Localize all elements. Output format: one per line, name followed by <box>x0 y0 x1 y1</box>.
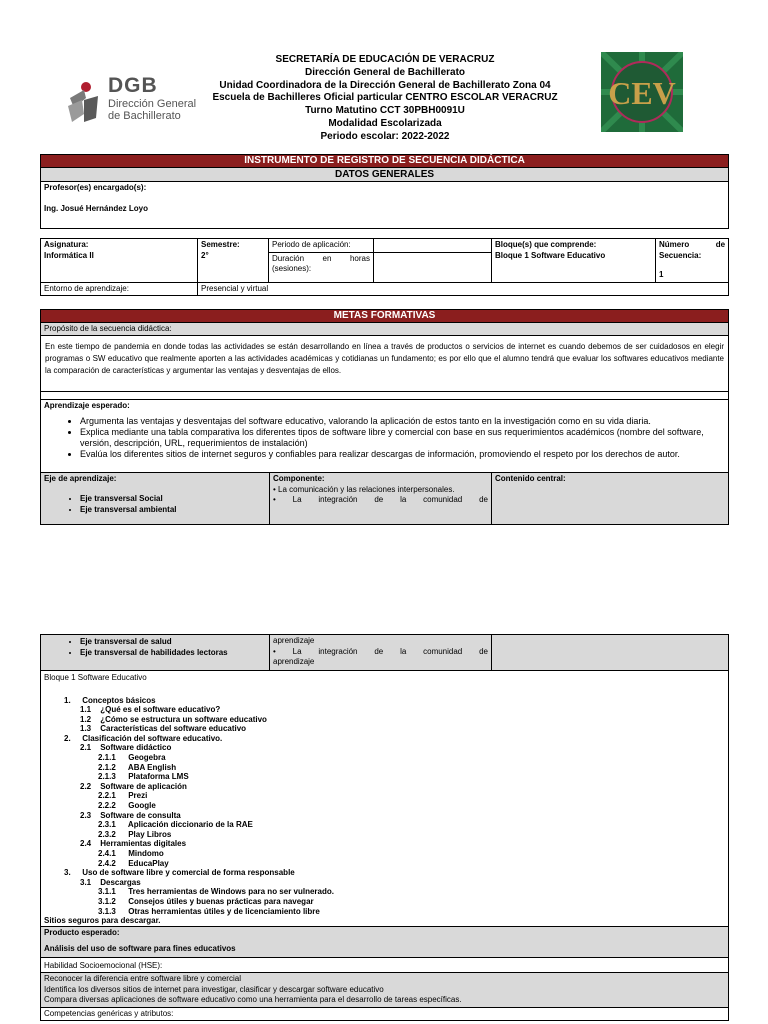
contenido-cell-continued <box>492 635 729 671</box>
continuation-table <box>40 634 729 1021</box>
entorno-value: Presencial y virtual <box>198 282 729 296</box>
toc-item <box>44 724 725 734</box>
heading-line: SECRETARÍA DE EDUCACIÓN DE VERACRUZ <box>275 54 495 65</box>
toc-item <box>44 772 725 782</box>
heading-line: Periodo escolar: 2022-2022 <box>320 130 450 142</box>
periodo-value <box>374 239 492 253</box>
dgb-logo-title: DGB <box>108 74 158 97</box>
contenido-cell <box>492 473 729 525</box>
duracion-value <box>374 252 492 282</box>
bloque-label: Bloque(s) que comprende: <box>495 240 597 249</box>
profesor-label: Profesor(es) encargado(s): <box>44 183 147 192</box>
toc-text: Google <box>126 801 156 811</box>
toc-item <box>44 734 725 744</box>
hse-cell <box>41 973 729 1008</box>
toc-number: 2.1 <box>80 743 92 753</box>
toc-text: Clasificación del software educativo. <box>80 733 223 743</box>
bloque-content-cell <box>41 671 729 927</box>
componente-item: aprendizaje <box>273 636 315 645</box>
toc-number: 2. <box>64 733 71 743</box>
toc-text: ¿Qué es el software educativo? <box>98 705 221 715</box>
contenido-label: Contenido central: <box>495 474 566 483</box>
dgb-logo <box>64 74 204 130</box>
bloque-toc <box>44 696 725 917</box>
institution-heading <box>200 54 570 144</box>
bloque-value: Bloque 1 Software Educativo <box>495 250 606 260</box>
toc-item <box>44 849 725 859</box>
toc-item <box>44 801 725 811</box>
producto-label: Producto esperado: <box>44 927 120 937</box>
toc-number: 2.3 <box>80 810 92 820</box>
componente-label: Componente: <box>273 474 325 483</box>
toc-number: 2.3.2 <box>98 829 116 839</box>
list-item: • Explica mediante una tabla comparativa los diferentes tipos de software libre y comercial con base en sus requerimientos académicos (nombre del software, versión, descripción, URL, requerimientos de instalación) <box>80 427 725 449</box>
general-data-title: DATOS GENERALES <box>41 168 729 182</box>
toc-number: 2.1.3 <box>98 772 116 782</box>
asignatura-cell <box>41 239 198 283</box>
componente-item: • La integración de la comunidad de <box>273 495 488 504</box>
toc-item <box>44 868 725 878</box>
toc-item <box>44 705 725 715</box>
toc-item <box>44 782 725 792</box>
list-item: • Eje transversal de habilidades lectoras <box>80 647 266 658</box>
list-item: • Argumenta las ventajas y desventajas del software educativo, valorando la aplicación de estos tanto en la investigación como en su vida diaria. <box>80 416 725 427</box>
toc-text: Descargas <box>98 877 141 887</box>
asignatura-label: Asignatura: <box>44 240 89 249</box>
toc-text: Tres herramientas de Windows para no ser vulnerado. <box>126 887 334 897</box>
toc-item <box>44 715 725 725</box>
heading-line: Dirección General de Bachillerato <box>304 66 466 78</box>
toc-number: 1. <box>64 695 71 705</box>
toc-number: 3.1.1 <box>98 887 116 897</box>
bloque-title: Bloque 1 Software Educativo <box>44 673 147 682</box>
toc-number: 2.3.1 <box>98 820 116 830</box>
toc-text: Software didáctico <box>98 743 172 753</box>
toc-text: Conceptos básicos <box>80 695 156 705</box>
toc-item <box>44 859 725 869</box>
dgb-logo-line2: de Bachillerato <box>108 110 181 122</box>
periodo-label: Periodo de aplicación: <box>269 239 374 253</box>
profesor-cell <box>41 182 729 229</box>
cev-school-logo-icon <box>601 52 683 132</box>
toc-text: Software de consulta <box>98 810 181 820</box>
toc-text: Mindomo <box>126 849 164 858</box>
aprendizaje-cell <box>41 399 729 473</box>
toc-number: 2.2.2 <box>98 801 116 811</box>
asignatura-value: Informática II <box>44 250 94 260</box>
bloque-cell <box>492 239 656 283</box>
heading-line: Turno Matutino CCT 30PBH0091U <box>305 105 465 117</box>
producto-cell <box>41 926 729 957</box>
cev-logo-letter-c: CEV <box>608 75 676 111</box>
toc-text: Software de aplicación <box>98 781 187 791</box>
toc-number: 1.2 <box>80 714 92 724</box>
componente-item: • La comunicación y las relaciones interpersonales. <box>273 484 455 494</box>
list-item: • Evalúa los diferentes sitios de internet seguros y confiables para realizar descargas de información, promoviendo el respeto por los derechos de autor. <box>80 449 725 460</box>
toc-item <box>44 878 725 888</box>
toc-item <box>44 791 725 801</box>
instrument-title: INSTRUMENTO DE REGISTRO DE SECUENCIA DIDÁCTICA <box>41 155 729 168</box>
toc-item <box>44 753 725 763</box>
list-item: • Eje transversal Social <box>80 493 266 504</box>
numero-label: Número de Secuencia: <box>659 240 726 260</box>
toc-item <box>44 887 725 897</box>
toc-text: Geogebra <box>126 753 166 763</box>
componente-cell-continued <box>270 635 492 671</box>
toc-text: Uso de software libre y comercial de forma responsable <box>80 868 295 878</box>
semestre-label: Semestre: <box>201 240 240 249</box>
document-header <box>40 52 728 152</box>
aprendizaje-list <box>44 416 725 460</box>
toc-number: 2.2 <box>80 781 92 791</box>
toc-item <box>44 743 725 753</box>
general-data-table <box>40 154 729 296</box>
toc-text: Play Libros <box>126 829 172 839</box>
toc-number: 2.4.2 <box>98 858 116 868</box>
toc-number: 3.1.3 <box>98 906 116 916</box>
toc-number: 2.1.2 <box>98 762 116 772</box>
eje-list <box>44 493 266 515</box>
toc-number: 1.3 <box>80 724 92 734</box>
toc-number: 2.4.1 <box>98 849 116 858</box>
duracion-label: Duración en horas (sesiones): <box>269 252 374 282</box>
componente-item: • La integración de la comunidad de <box>273 646 488 656</box>
entorno-label: Entorno de aprendizaje: <box>41 282 198 296</box>
aprendizaje-label: Aprendizaje esperado: <box>44 400 130 410</box>
toc-item <box>44 820 725 830</box>
hse-line: Compara diversas aplicaciones de software educativo como una herramienta para el desarrollo de tareas específicas. <box>44 995 462 1005</box>
list-item: • Eje transversal ambiental <box>80 504 266 515</box>
toc-text: Otras herramientas útiles y de licenciamiento libre <box>126 906 320 916</box>
eje-cell <box>41 473 270 525</box>
proposito-text: En este tiempo de pandemia en donde todas las actividades se están desarrollando en línea a través de productos o servicios de internet es cuando debemos de ser cuidadosos en elegir programas o SW educativo que realmente aporten a las actividades académicas y cotidianas un fundamento; es por ello que el alumno tendrá que evaluar los softwares educativos mediante la comparación de características y argumentar las ventajas y desventajas de ellos. <box>41 335 729 391</box>
metas-table <box>40 309 729 525</box>
toc-number: 2.4 <box>80 839 92 849</box>
toc-text: Consejos útiles y buenas prácticas para navegar <box>126 896 314 906</box>
hse-label: Habilidad Socioemocional (HSE): <box>41 957 729 973</box>
heading-line: Modalidad Escolarizada <box>328 117 442 129</box>
semestre-value: 2° <box>201 250 209 260</box>
toc-item <box>44 811 725 821</box>
toc-item <box>44 830 725 840</box>
eje-cell-continued <box>41 635 270 671</box>
componente-item: aprendizaje <box>273 657 315 666</box>
toc-item <box>44 696 725 706</box>
toc-text: Prezi <box>126 791 148 801</box>
profesor-value: Ing. Josué Hernández Loyo <box>44 203 149 213</box>
toc-text: EducaPlay <box>126 858 169 868</box>
list-item: • Eje transversal de salud <box>80 636 266 647</box>
componente-cell <box>270 473 492 525</box>
toc-number: 3.1.2 <box>98 896 116 906</box>
toc-text: Aplicación diccionario de la RAE <box>126 820 253 830</box>
toc-item <box>44 839 725 849</box>
eje-label: Eje de aprendizaje: <box>44 474 117 483</box>
heading-line: Unidad Coordinadora de la Dirección General de Bachillerato Zona 04 <box>219 79 551 91</box>
toc-number: 3.1 <box>80 877 92 887</box>
dgb-logo-line1: Dirección General <box>108 98 197 110</box>
hse-line: Identifica los diversos sitios de internet para investigar, clasificar y descargar software educativo <box>44 984 384 994</box>
semestre-cell <box>198 239 269 283</box>
hse-line: Reconocer la diferencia entre software libre y comercial <box>44 974 241 984</box>
toc-item <box>44 907 725 917</box>
toc-text: ABA English <box>126 762 177 772</box>
numero-cell <box>656 239 729 283</box>
toc-text: Herramientas digitales <box>98 839 187 849</box>
toc-item <box>44 897 725 907</box>
heading-line: Escuela de Bachilleres Oficial particular CENTRO ESCOLAR VERACRUZ <box>212 92 558 104</box>
toc-number: 2.1.1 <box>98 753 116 763</box>
toc-number: 2.2.1 <box>98 791 116 801</box>
toc-text: Características del software educativo <box>98 724 247 734</box>
toc-item <box>44 763 725 773</box>
numero-value: 1 <box>659 270 664 279</box>
toc-text: Plataforma LMS <box>126 772 189 782</box>
proposito-label: Propósito de la secuencia didáctica: <box>41 323 729 336</box>
competencias-label: Competencias genéricas y atributos: <box>41 1007 729 1021</box>
toc-number: 1.1 <box>80 705 92 715</box>
toc-text: ¿Cómo se estructura un software educativo <box>98 714 267 724</box>
dgb-emblem-icon <box>64 78 104 126</box>
toc-number: 3. <box>64 868 71 878</box>
sitios-seguros: Sitios seguros para descargar. <box>44 916 161 926</box>
metas-title: METAS FORMATIVAS <box>41 310 729 323</box>
eje-list-continued <box>44 636 266 658</box>
producto-value: Análisis del uso de software para fines educativos <box>44 944 236 954</box>
